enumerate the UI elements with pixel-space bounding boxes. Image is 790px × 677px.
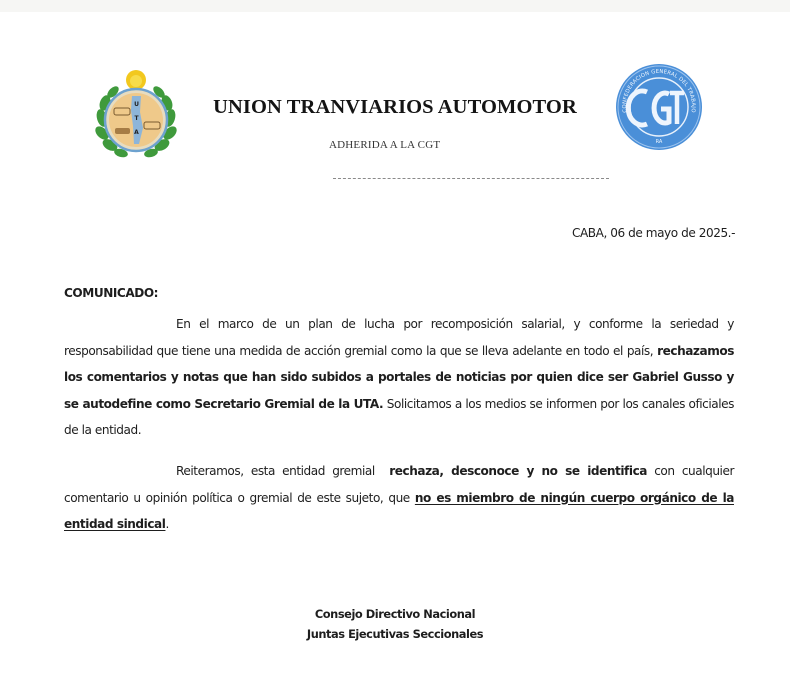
svg-text:RA: RA <box>655 139 663 145</box>
paragraph-1-bold: rechazamos los comentarios y notas que han sido subidos a portales de noticias por quien dice ser Gabriel Gusso y se autodefine como Secretario Gremial de la UTA. <box>64 343 734 411</box>
organization-title <box>0 96 790 119</box>
paragraph-2-intro: Reiteramos, esta entidad gremial <box>176 464 375 478</box>
header-dashed-divider <box>333 178 609 179</box>
paragraph-2-underlined: no es miembro de ningún cuerpo orgánico de la entidad sindical <box>64 490 734 531</box>
paragraph-2-bold: rechaza, desconoce y no se identifica <box>389 464 647 478</box>
paragraph-1-intro: En el marco de un plan de lucha por recomposición salarial, y conforme la seriedad y responsabilidad que tiene una medida de acción gremial como la que se lleva adelante en todo el país, <box>64 317 734 358</box>
svg-text:T: T <box>134 115 139 122</box>
document-date: CABA, 06 de mayo de 2025.- <box>571 226 735 240</box>
svg-text:CONFEDERACION GENERAL DEL TRAB: CONFEDERACION GENERAL DEL TRABAJO <box>621 68 697 113</box>
signature-block <box>0 604 790 644</box>
svg-text:A: A <box>134 129 139 136</box>
paragraph-1-closing: Solicitamos a los medios se informen por los canales oficiales de la entidad. <box>64 396 734 437</box>
organization-name: UNION TRANVIARIOS AUTOMOTOR <box>213 96 577 118</box>
signature-line-1: Consejo Directivo Nacional <box>314 607 476 621</box>
document-heading: COMUNICADO: <box>64 286 159 300</box>
paragraph-1 <box>64 311 734 444</box>
paragraph-2-end: . <box>165 517 169 531</box>
organization-subtitle: ADHERIDA A LA CGT <box>329 139 441 151</box>
viewer-top-bar <box>0 0 790 12</box>
signature-line-2: Juntas Ejecutivas Seccionales <box>306 627 484 641</box>
paragraph-2-middle: con cualquier comentario u opinión política o gremial de este sujeto, que <box>64 464 734 505</box>
svg-text:U: U <box>134 101 139 108</box>
paragraph-2 <box>64 458 734 538</box>
